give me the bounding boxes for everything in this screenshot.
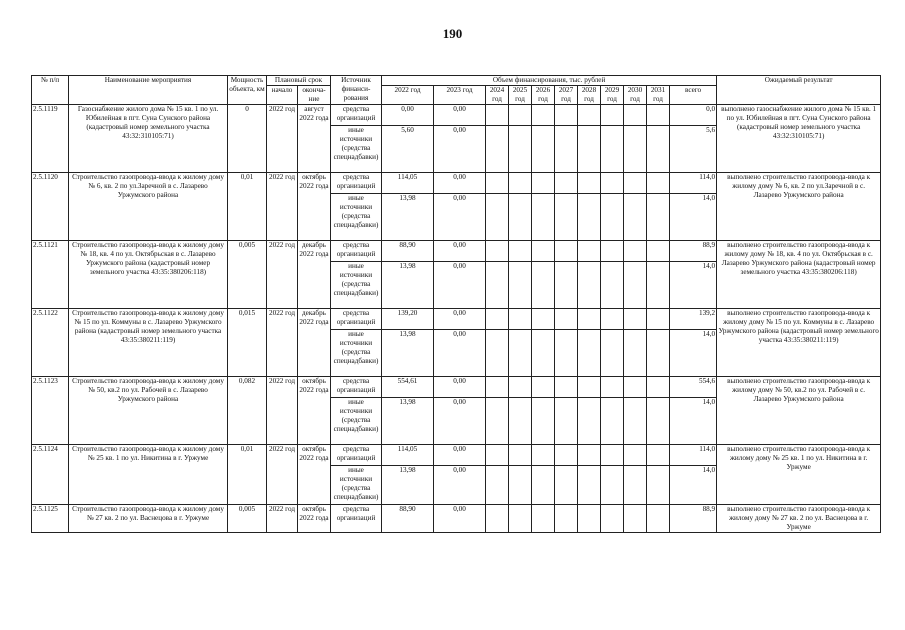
row-v2022: 114,05 [382,173,434,194]
row-v2023: 0,00 [434,377,486,398]
header-total: всего [670,86,717,105]
row-capacity: 0,005 [228,505,267,533]
row-source: иные источники (средства спецнадбавки) [331,398,382,445]
row-source: средства организаций [331,445,382,466]
row-source: иные источники (средства спецнадбавки) [331,194,382,241]
row-v2023: 0,00 [434,241,486,262]
row-v2022: 13,98 [382,398,434,445]
row-source: иные источники (средства спецнадбавки) [331,330,382,377]
row-start: 2022 год [267,173,298,241]
row-v2022: 13,98 [382,330,434,377]
row-num: 2.5.1121 [32,241,69,309]
row-source: иные источники (средства спецнадбавки) [331,126,382,173]
row-v2022: 139,20 [382,309,434,330]
header-name: Наименование мероприятия [69,76,228,105]
row-start: 2022 год [267,241,298,309]
row-result: выполнено строительство газопровода-ввода к жилому дому № 6, кв. 2 по ул.Заречной в с. Лазарево Уржумского района [717,173,881,241]
row-total: 88,9 [670,241,717,262]
table-row [32,105,881,126]
header-y2030: 2030 год [624,86,647,105]
header-y2029: 2029 год [601,86,624,105]
row-name: Строительство газопровода-ввода к жилому дому № 15 по ул. Коммуны в с. Лазарево Уржумского района (кадастровый номер земельного участка 43:35:380211:119) [69,309,228,377]
row-total: 114,0 [670,445,717,466]
row-v2023: 0,00 [434,330,486,377]
row-result: выполнено строительство газопровода-ввода к жилому дому № 25 кв. 1 по ул. Никитина в г. Уржуме [717,445,881,505]
row-v2023: 0,00 [434,105,486,126]
row-source: средства организаций [331,173,382,194]
header-result: Ожидаемый результат [717,76,881,105]
row-capacity: 0,01 [228,173,267,241]
row-num: 2.5.1123 [32,377,69,445]
row-v2023: 0,00 [434,505,486,533]
row-v2023: 0,00 [434,309,486,330]
header-y2031: 2031 год [647,86,670,105]
table-row [32,309,881,330]
row-name: Строительство газопровода-ввода к жилому дому № 27 кв. 2 по ул. Васнецова в г. Уржуме [69,505,228,533]
row-v2023: 0,00 [434,398,486,445]
row-total: 114,0 [670,173,717,194]
row-v2022: 88,90 [382,241,434,262]
row-end: октябрь 2022 года [298,377,331,445]
table-row [32,505,881,533]
table-row [32,241,881,262]
row-source: иные источники (средства спецнадбавки) [331,262,382,309]
header-source: Источник финанси-рования [331,76,382,105]
row-total: 14,0 [670,262,717,309]
row-source: средства организаций [331,241,382,262]
row-num: 2.5.1122 [32,309,69,377]
header-y2022: 2022 год [382,86,434,105]
row-v2023: 0,00 [434,445,486,466]
row-v2023: 0,00 [434,173,486,194]
row-total: 5,6 [670,126,717,173]
header-volume: Объем финансирования, тыс. рублей [382,76,717,86]
row-start: 2022 год [267,505,298,533]
row-name: Строительство газопровода-ввода к жилому дому № 50, кв.2 по ул. Рабочей в с. Лазарево Уржумского района [69,377,228,445]
header-y2027: 2027 год [555,86,578,105]
row-capacity: 0 [228,105,267,173]
row-v2022: 13,98 [382,262,434,309]
row-total: 554,6 [670,377,717,398]
row-end: октябрь 2022 года [298,505,331,533]
row-name: Строительство газопровода-ввода к жилому дому № 25 кв. 1 по ул. Никитина в г. Уржуме [69,445,228,505]
row-v2022: 13,98 [382,194,434,241]
row-end: декабрь 2022 года [298,241,331,309]
row-start: 2022 год [267,309,298,377]
page-number: 190 [442,26,463,41]
row-capacity: 0,005 [228,241,267,309]
row-result: выполнено строительство газопровода-ввода к жилому дому № 15 по ул. Коммуны в с. Лазарево Уржумского района (кадастровый номер земельного участка 43:35:380211:119) [717,309,881,377]
row-source: средства организаций [331,377,382,398]
row-end: август 2022 года [298,105,331,173]
table-row [32,173,881,194]
row-start: 2022 год [267,445,298,505]
row-capacity: 0,015 [228,309,267,377]
row-name: Строительство газопровода-ввода к жилому дому № 18, кв. 4 по ул. Октябрьская в с. Лазарево Уржумского района (кадастровый номер земельного участка 43:35:380206:118) [69,241,228,309]
row-source: иные источники (средства спецнадбавки) [331,466,382,505]
row-v2022: 0,00 [382,105,434,126]
row-result: выполнено газоснабжение жилого дома № 15 кв. 1 по ул. Юбилейная в пгт. Суна Сунского района (кадастровый номер земельного участка 43:32:310105:71) [717,105,881,173]
row-total: 14,0 [670,330,717,377]
table-row [32,445,881,466]
row-result: выполнено строительство газопровода-ввода к жилому дому № 18, кв. 4 по ул. Октябрьская в с. Лазарево Уржумского района (кадастровый номер земельного участка 43:35:380206:118) [717,241,881,309]
row-v2023: 0,00 [434,126,486,173]
row-v2023: 0,00 [434,262,486,309]
row-v2022: 114,05 [382,445,434,466]
row-total: 14,0 [670,194,717,241]
row-v2022: 5,60 [382,126,434,173]
row-v2022: 88,90 [382,505,434,533]
header-plan-term: Плановый срок [267,76,331,86]
row-total: 14,0 [670,398,717,445]
row-v2023: 0,00 [434,466,486,505]
row-end: октябрь 2022 года [298,173,331,241]
row-name: Строительство газопровода-ввода к жилому дому № 6, кв. 2 по ул.Заречной в с. Лазарево Уржумского района [69,173,228,241]
header-num: № п/п [32,76,69,105]
row-v2022: 13,98 [382,466,434,505]
row-v2022: 554,61 [382,377,434,398]
table-row [32,377,881,398]
row-source: средства организаций [331,105,382,126]
row-end: декабрь 2022 года [298,309,331,377]
row-result: выполнено строительство газопровода-ввода к жилому дому № 27 кв. 2 по ул. Васнецова в г. Уржуме [717,505,881,533]
row-start: 2022 год [267,377,298,445]
row-source: средства организаций [331,505,382,533]
row-end: октябрь 2022 года [298,445,331,505]
row-num: 2.5.1119 [32,105,69,173]
row-total: 88,9 [670,505,717,533]
header-y2023: 2023 год [434,86,486,105]
row-result: выполнено строительство газопровода-ввода к жилому дому № 50, кв.2 по ул. Рабочей в с. Лазарево Уржумского района [717,377,881,445]
row-start: 2022 год [267,105,298,173]
header-y2025: 2025 год [509,86,532,105]
header-y2028: 2028 год [578,86,601,105]
header-y2026: 2026 год [532,86,555,105]
row-total: 139,2 [670,309,717,330]
row-source: средства организаций [331,309,382,330]
row-name: Газоснабжение жилого дома № 15 кв. 1 по ул. Юбилейная в пгт. Суна Сунского района (кадастровый номер земельного участка 43:32:310105:71) [69,105,228,173]
header-capacity: Мощность объекта, км [228,76,267,105]
row-capacity: 0,082 [228,377,267,445]
header-plan-start: начало [267,86,298,105]
row-total: 14,0 [670,466,717,505]
header-plan-end: оконча-ние [298,86,331,105]
row-v2023: 0,00 [434,194,486,241]
row-num: 2.5.1125 [32,505,69,533]
row-capacity: 0,01 [228,445,267,505]
row-num: 2.5.1124 [32,445,69,505]
financing-table [31,75,881,533]
row-num: 2.5.1120 [32,173,69,241]
header-y2024: 2024 год [486,86,509,105]
row-total: 0,0 [670,105,717,126]
